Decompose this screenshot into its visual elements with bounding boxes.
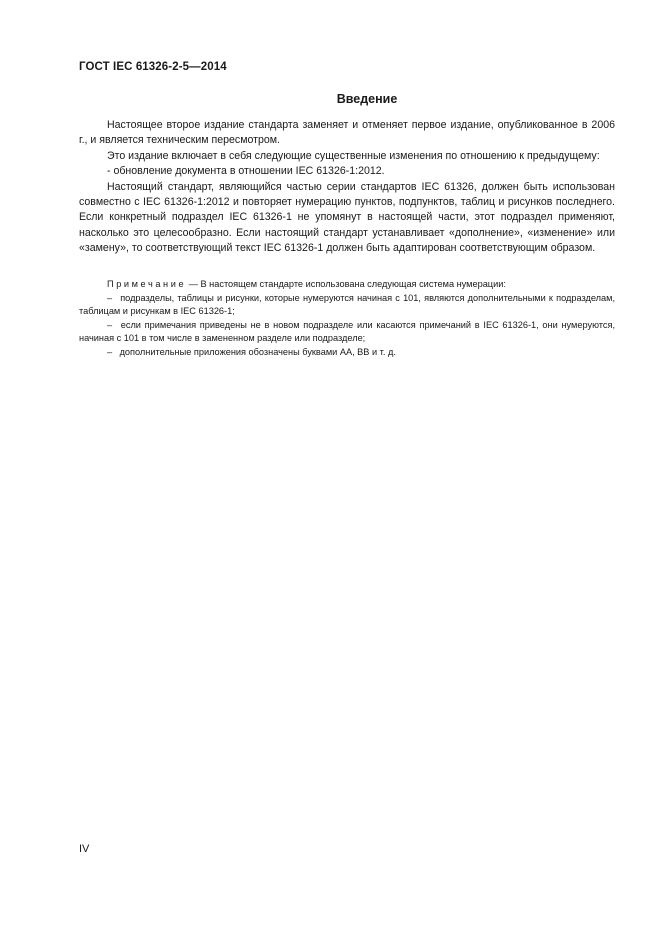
note-item-text: подразделы, таблицы и рисунки, которые нумеруются начиная с 101, являются дополнительными к подразделам, таблицам и рисункам в IEC 61326-1; [79, 292, 615, 317]
note-dash: – [107, 292, 113, 303]
page-number: IV [79, 843, 90, 855]
paragraph-edition: Настоящее второе издание стандарта заменяет и отменяет первое издание, опубликованное в 2006 г., и является техническим пересмотром. [79, 119, 615, 147]
document-header: ГОСТ IEC 61326-2-5—2014 [79, 61, 227, 73]
note-item [79, 346, 615, 360]
note-intro-line [79, 278, 615, 292]
paragraph-change-item: - обновление документа в отношении IEC 61326-1:2012. [107, 165, 385, 178]
note-dash: – [107, 346, 113, 357]
note-dash: – [107, 319, 113, 330]
introduction-body [79, 118, 615, 257]
note-item-text: дополнительные приложения обозначены буквами АА, ВВ и т. д. [119, 346, 396, 357]
note-item [79, 292, 615, 319]
paragraph-changes: Это издание включает в себя следующие существенные изменения по отношению к предыдущему: [107, 149, 600, 162]
numbering-note [79, 278, 615, 360]
note-item [79, 319, 615, 346]
note-label: Примечание [107, 279, 187, 289]
section-title: Введение [336, 92, 398, 106]
paragraph-usage: Настоящий стандарт, являющийся частью серии стандартов IEC 61326, должен быть использован совместно с IEC 61326-1:2012 и повторяет нумерацию пунктов, подпунктов, таблиц и рисунков последнего. Если конкретный подраздел IEC 61326-1 не упомянут в настоящей части, этот подраздел применяют, насколько это целесообразно. Если настоящий стандарт устанавливает «дополнение», «изменение» или «замену», то соответствующий текст IEC 61326-1 должен быть адаптирован соответствующим образом. [79, 180, 615, 255]
note-item-text: если примечания приведены не в новом подразделе или касаются примечаний в IEC 61326-1, они нумеруются, начиная с 101 в том числе в замененном разделе или подразделе; [79, 319, 615, 344]
note-intro: — В настоящем стандарте использована следующая система нумерации: [186, 279, 506, 289]
